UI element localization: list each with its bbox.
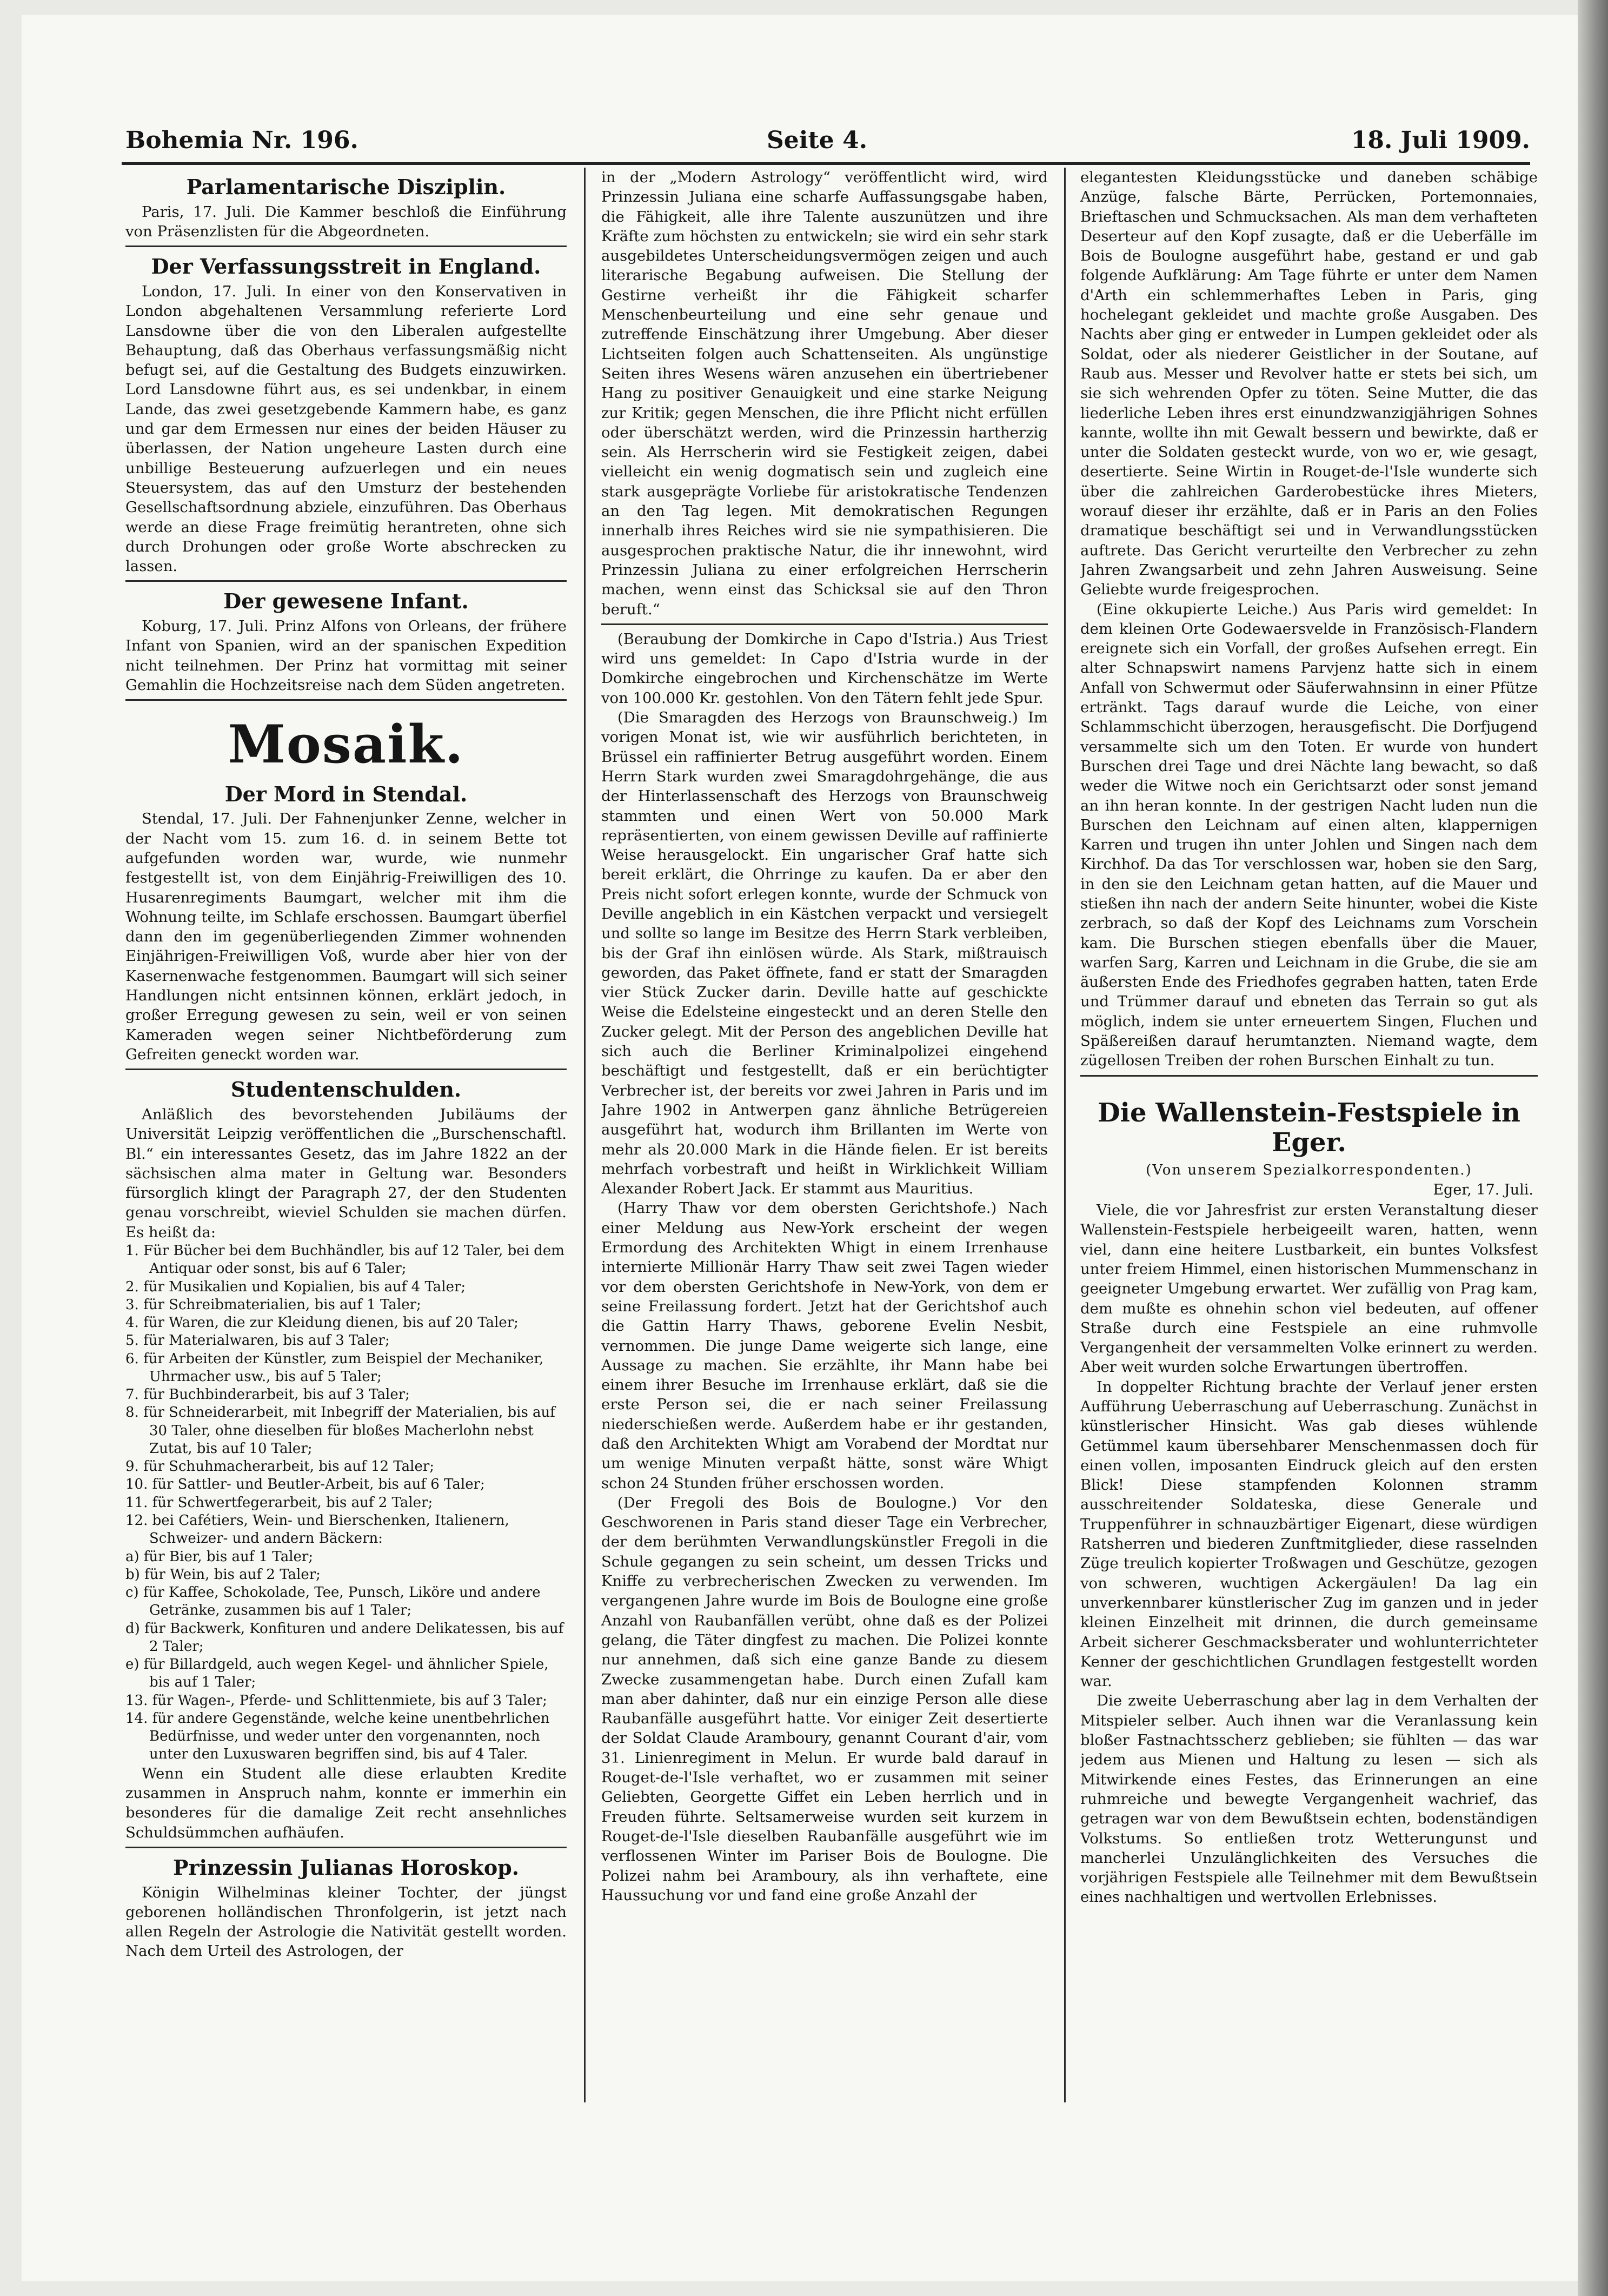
article-capo-distria: (Beraubung der Domkirche in Capo d'Istria.) Aus Triest wird uns gemeldet: In Capo d'Istria wurde in der Domkirche eingebrochen und Kirchenschätze im Werte von 100.000 Kr. gestohlen. Von den Tätern fehlt jede Spur.: [601, 630, 1048, 707]
article-horoscope-continued: in der „Modern Astrology“ veröffentlicht wird, wird Prinzessin Juliana eine scharfe Auffassungsgabe haben, die Fähigkeit, alle ihre Talente auszunützen und ihre Kräfte zum höchsten zu entwickeln; sie wird ein sehr stark ausgebildetes Unterscheidungsvermögen zeigen und auch literarische Begabung aufweisen. Die Stellung der Gestirne verheißt ihr die Fähigkeit scharfer Menschenbeurteilung und eine sehr genaue und zutreffende Einschätzung ihrer Umgebung. Aber dieser Lichtseiten folgen auch Schattenseiten. Als ungünstige Seiten ihres Wesens wären anzusehen ein übertriebener Hang zu positiver Genauigkeit und eine starke Neigung zur Kritik; gegen Menschen, die ihre Pflicht nicht erfüllen oder überschätzt werden, wird die Prinzessin hartherzig sein. Als Herrscherin wird sie Festigkeit zeigen, dabei vielleicht ein wenig dogmatisch sein und zugleich eine stark ausgeprägte Vorliebe für aristokratische Tendenzen an den Tag legen. Mit demokratischen Regungen innerhalb ihres Reiches wird sie nie sympathisieren. Die ausgesprochen praktische Natur, die ihr innewohnt, wird Prinzessin Juliana zu einer erfolgreichen Herrscherin machen, wenn einst das Schicksal sie auf den Thron beruft.“: [601, 169, 1048, 618]
article-paris: Paris, 17. Juli. Die Kammer beschloß die Einführung von Präsenzlisten für die Abgeordneten.: [125, 203, 567, 240]
headline-student-debts: Studentenschulden.: [230, 1077, 462, 1102]
column-divider-2: [1064, 168, 1066, 2102]
article-fregoli: (Der Fregoli des Bois de Boulogne.) Vor den Geschworenen in Paris stand dieser Tage ein Verbrecher, der dem berühmten Verwandlungskünstler Fregoli in die Schule gegangen zu sein scheint, um dessen Tricks und Kniffe zu verbrecherischen Zwecken zu verwenden. Im vergangenen Jahre wurde im Bois de Boulogne eine große Anzahl von Raubanfällen verübt, ohne daß es der Polizei gelang, die Täter dingfest zu machen. Die Polizei konnte nur annehmen, daß sich eine ganze Bande zu diesem Zwecke zusammengetan habe. Durch einen Zufall kam man aber dahinter, daß nur ein einzige Person alle diese Raubanfälle ausgeführt hatte. Vor einiger Zeit desertierte der Soldat Claude Aramboury, genannt Courant d'air, vom 31. Linienregiment in Melun. Er wurde bald darauf in Rouget-de-l'Isle verhaftet, wo er zusammen mit seiner Geliebten, Georgette Giffet ein Leben herrlich und in Freuden führte. Seltsamerweise wurden seit kurzem in Rouget-de-l'Isle dieselben Raubanfälle ausgeführt wie im verflossenen Winter im Pariser Bois de Boulogne. Die Polizei nahm bei Aramboury, als ihn verhaftete, eine Haussuchung vor und fand eine große Anzahl der: [601, 1494, 1048, 1904]
list-item: 8. für Schneiderarbeit, mit Inbegriff der Materialien, bis auf 30 Taler, ohne dieselben für bloßes Macherlohn nebst Zutat, bis auf 10 Taler;: [125, 1404, 555, 1457]
article-harry-thaw: (Harry Thaw vor dem obersten Gerichtshofe.) Nach einer Meldung aus New-York erscheint der wegen Ermordung des Architekten Whigt in einem Irrenhause internierte Millionär Harry Thaw seit zwei Tagen wieder vor dem obersten Gerichtshofe in New-York, von dem er seine Freilassung fordert. Jetzt hat der Gerichtshof auch die Gattin Harry Thaws, geborene Evelin Nesbit, vernommen. Die junge Dame weigerte sich lange, eine Aussage zu machen. Sie erzählte, ihr Mann habe bei einem ihrer Besuche im Irrenhause erklärt, daß sie die erste Person sei, die er nach seiner Freilassung niederschießen werde. Außerdem habe er ihr gestanden, daß den Architekten Whigt am Vorabend der Mordtat nur um wenige Minuten verpaßt hätte, sonst wäre Whigt schon 24 Stunden früher erschossen worden.: [601, 1199, 1048, 1492]
section-title-mosaik: Mosaik.: [228, 714, 464, 775]
correspondent-note: (Von unserem Spezialkorrespondenten.): [1146, 1162, 1472, 1179]
list-item: 6. für Arbeiten der Künstler, zum Beispiel der Mechaniker, Uhrmacher usw., bis auf 5 Taler;: [125, 1350, 544, 1385]
column-2: [601, 168, 1048, 2118]
list-item: 2. für Musikalien und Kopialien, bis auf 4 Taler;: [125, 1278, 466, 1295]
article-london: London, 17. Juli. In einer von den Konservativen in London abgehaltenen Versammlung referierte Lord Lansdowne über die von den Liberalen aufgestellte Behauptung, daß das Oberhaus verfassungsmäßig nicht befugt sei, auf die Gestaltung des Budgets einzuwirken. Lord Lansdowne führt aus, es sei undenkbar, in einem Lande, das zwei gesetzgebende Kammern habe, es ganz und gar dem Ermessen nur eines der beiden Häuser zu überlassen, der Nation ungeheure Lasten durch eine unbillige Besteuerung aufzuerlegen und ein neues Steuersystem, das auf den Umsturz der bestehenden Gesellschaftsordnung abziele, einzuführen. Das Oberhaus werde an diese Frage freimütig herantreten, ohne sich durch Drohungen oder große Worte abschrecken zu lassen.: [125, 282, 567, 575]
scan-edge-shadow: [1578, 0, 1608, 2296]
header-rule: [122, 162, 1530, 165]
list-item: 11. für Schwertfegerarbeit, bis auf 2 Taler;: [125, 1494, 433, 1511]
article-student-debts: Anläßlich des bevorstehenden Jubiläums der Universität Leipzig veröffentlichen die „Burschenschaftl. Bl.“ ein interessantes Gesetz, das im Jahre 1822 an der sächsischen alma mater in Geltung war. Besonders fürsorglich klingt der Paragraph 27, der den Studenten genau vorschreibt, wieviel Schulden sie machen dürfen. Es heißt da:: [125, 1105, 567, 1241]
headline-constitution-dispute: Der Verfassungsstreit in England.: [151, 254, 541, 279]
issue-date: 18. Juli 1909.: [1351, 127, 1530, 154]
headline-parliament-discipline: Parlamentarische Disziplin.: [186, 175, 506, 199]
divider: [125, 245, 567, 247]
article-festival-1: Viele, die vor Jahresfrist zur ersten Veranstaltung dieser Wallenstein-Festspiele herbeigeeilt waren, hatten, wenn viel, dann eine heitere Lustbarkeit, ein buntes Volksfest unter freiem Himmel, einen historischen Mummenschanz in geeigneter Umgebung erwartet. Wer zufällig von Prag kam, dem mußte es ohnehin schon viel bedeuten, auf offener Straße durch eine Festspiele an eine ruhmvolle Vergangenheit der versammelten Volke erinnert zu werden. Aber weit wurden solche Erwartungen übertroffen.: [1080, 1202, 1538, 1376]
divider: [125, 1069, 567, 1070]
list-item: 13. für Wagen-, Pferde- und Schlittenmiete, bis auf 3 Taler;: [125, 1692, 547, 1709]
list-item: d) für Backwerk, Konfituren und andere Delikatessen, bis auf 2 Taler;: [125, 1620, 564, 1655]
publication-number: Bohemia Nr. 196.: [125, 127, 358, 154]
page-number: Seite 4.: [767, 127, 868, 154]
article-stendal: Stendal, 17. Juli. Der Fahnenjunker Zenne, welcher in der Nacht vom 15. zum 16. d. in seinem Bette tot aufgefunden worden war, wurde, wie nunmehr festgestellt ist, von dem Einjährig-Freiwilligen des 10. Husarenregiments Baumgart, welcher mit ihm die Wohnung teilte, im Schlafe erschossen. Baumgart überfiel dann den im gegenüberliegenden Zimmer wohnenden Einjährigen-Freiwilligen Voß, wurde aber hier von der Kasernenwache festgenommen. Baumgart will sich seiner Handlungen nicht entsinnen können, erklärt jedoch, in großer Erregung gewesen zu sein, weil er von seinen Kameraden wegen seiner Nichtbeförderung zum Gefreiten geneckt worden war.: [125, 810, 567, 1063]
list-item: 12. bei Cafétiers, Wein- und Bierschenken, Italienern, Schweizer- und andern Bäckern:: [125, 1512, 509, 1547]
list-item: 4. für Waren, die zur Kleidung dienen, bis auf 20 Taler;: [125, 1315, 519, 1331]
headline-murder-stendal: Der Mord in Stendal.: [224, 781, 468, 806]
article-horoscope: Königin Wilhelminas kleiner Tochter, der jüngst geborenen holländischen Thronfolgerin, ist jetzt nach allen Regeln der Astrologie die Nativität gestellt worden. Nach dem Urteil des Astrologen, der: [125, 1883, 567, 1960]
article-fregoli-continued: elegantesten Kleidungsstücke und daneben schäbige Anzüge, falsche Bärte, Perrücken, Portemonnaies, Brieftaschen und Schmucksachen. Als man dem verhafteten Deserteur auf den Kopf zusagte, daß er die Ueberfälle im Bois de Boulogne ausgeführt habe, gestand er und gab folgende Aufklärung: Am Tage führte er unter dem Namen d'Arth ein schlemmerhaftes Leben in Paris, ging hochelegant gekleidet und machte große Ausgaben. Des Nachts aber ging er entweder in Lumpen gekleidet oder als Soldat, oder als niederer Geistlicher in der Soutane, auf Raub aus. Messer und Revolver hatte er stets bei sich, um sie sich wehrenden Opfer zu töten. Seine Mutter, die das liederliche Leben ihres erst einundzwanzigjährigen Sohnes kannte, wollte ihn mit Gewalt bessern und bewirkte, daß er unter die Soldaten gesteckt wurde, von wo er, wie gesagt, desertierte. Seine Wirtin in Rouget-de-l'Isle wunderte sich über die zahlreichen Garderobestücke ihres Mieters, worauf dieser ihr erzählte, daß er in Paris an den Folies dramatique beschäftigt sei und in Verwandlungsstücken auftrete. Das Gericht verurteilte den Verbrecher zu zehn Jahren Zwangsarbeit und zehn Jahren Ausweisung. Seine Geliebte wurde freigesprochen.: [1080, 169, 1538, 599]
divider: [1080, 1075, 1538, 1077]
list-item: 9. für Schuhmacherarbeit, bis auf 12 Taler;: [125, 1458, 435, 1475]
divider: [125, 580, 567, 582]
headline-juliana-horoscope: Prinzessin Julianas Horoskop.: [173, 1855, 519, 1880]
list-item: e) für Billardgeld, auch wegen Kegel- und ähnlicher Spiele, bis auf 1 Taler;: [125, 1656, 549, 1691]
headline-wallenstein-festival: Die Wallenstein-Festspiele in Eger.: [1098, 1097, 1520, 1158]
divider: [125, 699, 567, 701]
list-item: 14. für andere Gegenstände, welche keine unentbehrlichen Bedürfnisse, und weder unter den vorgenannten, noch unter den Luxuswaren begriffen sind, bis auf 4 Taler.: [125, 1710, 550, 1763]
list-item: b) für Wein, bis auf 2 Taler;: [125, 1566, 321, 1583]
divider: [601, 623, 1048, 625]
article-festival-3: Die zweite Ueberraschung aber lag in dem Verhalten der Mitspieler selber. Auch ihnen war die Veranlassung kein bloßer Fastnachtsscherz geblieben; sie fühlten — das war jedem aus Mienen und Haltung zu lesen — sich als Mitwirkende eines Festes, das Erinnerungen an eine ruhmreiche und bewegte Vergangenheit wachrief, das getragen war von dem Bewußtsein echten, bodenständigen Volkstums. So entließen trotz Wetterungunst und mancherlei Unzulänglichkeiten des Versuches die vorjährigen Festspiele alle Teilnehmer mit dem Bewußtsein eines nachhaltigen und wertvollen Erlebnisses.: [1080, 1692, 1538, 1906]
page-header: [125, 123, 1530, 158]
article-emeralds: (Die Smaragden des Herzogs von Braunschweig.) Im vorigen Monat ist, wie wir ausführlich berichteten, in Brüssel ein raffinierter Betrug ausgeführt worden. Einem Herrn Stark wurden zwei Smaragdohrgehänge, die aus der Hinterlassenschaft des Herzogs von Braunschweig stammten und einen Wert von 50.000 Mark repräsentierten, von einem gewissen Deville auf raffinierte Weise herausgelockt. Ein ungarischer Graf hatte sich bereit erklärt, die Ohrringe zu kaufen. Da er aber den Preis nicht sofort erlegen konnte, wurde der Schmuck von Deville angeblich in ein Kästchen verpackt und versiegelt und sollte so lange im Besitze des Herrn Stark verbleiben, bis der Graf ihn einlösen würde. Als Stark, mißtrauisch geworden, das Paket öffnete, fand er statt der Smaragden vier Stück Zucker darin. Deville hatte auf geschickte Weise die Edelsteine eingesteckt und an deren Stelle den Zucker gelegt. Mit der Person des angeblichen Deville hat sich auch die Berliner Kriminalpolizei eingehend beschäftigt und festgestellt, daß er ein berüchtigter Verbrecher ist, der bereits vor zwei Jahren in Paris und im Jahre 1902 in Antwerpen ganz ähnliche Betrügereien ausgeführt hat, wodurch ihm Brillanten im Werte von mehr als 20.000 Mark in die Hände fielen. Er ist bereits mehrfach vorbestraft und heißt in Wirklichkeit William Alexander Robert Jack. Er stammt aus Mauritius.: [601, 709, 1048, 1198]
column-1: [125, 168, 567, 2118]
article-student-debts-end: Wenn ein Student alle diese erlaubten Kredite zusammen in Anspruch nahm, konnte er immerhin ein besonderes für die damalige Zeit recht ansehnliches Schuldsümmchen aufhäufen.: [125, 1764, 567, 1841]
list-item: c) für Kaffee, Schokolade, Tee, Punsch, Liköre und andere Getränke, zusammen bis auf 1 Taler;: [125, 1584, 541, 1619]
column-3: [1080, 168, 1538, 2118]
list-item: 5. für Materialwaren, bis auf 3 Taler;: [125, 1332, 390, 1349]
list-item: 7. für Buchbinderarbeit, bis auf 3 Taler;: [125, 1386, 410, 1403]
list-item: 10. für Sattler- und Beutler-Arbeit, bis auf 6 Taler;: [125, 1476, 485, 1493]
debt-list: [125, 1242, 567, 1764]
dateline-eger: Eger, 17. Juli.: [1433, 1182, 1533, 1199]
list-item: a) für Bier, bis auf 1 Taler;: [125, 1548, 314, 1565]
divider: [125, 1847, 567, 1848]
column-divider-1: [584, 168, 586, 2102]
headline-former-infant: Der gewesene Infant.: [223, 589, 469, 614]
list-item: 3. für Schreibmaterialien, bis auf 1 Taler;: [125, 1296, 421, 1313]
article-occupied-corpse: (Eine okkupierte Leiche.) Aus Paris wird gemeldet: In dem kleinen Orte Godewaersvelde in Französisch-Flandern ereignete sich ein Vorfall, der großes Aufsehen erregt. Ein alter Schnapswirt namens Parvjenz hatte sich in einem Anfall von Schwermut oder Säuferwahnsinn in einer Pfütze ertränkt. Tags darauf wurde die Leiche, von einer Schlammschicht überzogen, herausgefischt. Die Dorfjugend versammelte sich um den Toten. Er wurde von hundert Burschen drei Tage und drei Nächte lang bewacht, so daß weder die Witwe noch ein Gerichtsarzt oder sonst jemand an ihn heran konnte. In der gestrigen Nacht luden nun die Burschen den Leichnam auf einen alten, klappernigen Karren und trugen ihn unter Johlen und Singen nach dem Kirchhof. Da das Tor verschlossen war, hoben sie den Sarg, in den sie den Leichnam getan hatten, auf die Mauer und stießen ihn nach der andern Seite hinunter, wobei die Kiste zerbrach, so daß der Kopf des Leichnams zum Vorschein kam. Die Burschen stiegen ebenfalls über die Mauer, warfen Sarg, Karren und Leichnam in die Grube, die sie am äußersten Ende des Friedhofes gegraben hatten, taten Erde und Trümmer darauf und ebneten das Terrain so gut als möglich, indem sie unter erneuertem Singen, Fluchen und Späßereißen darauf herumtanzten. Niemand wagte, dem zügellosen Treiben der rohen Burschen Einhalt zu tun.: [1080, 600, 1538, 1070]
article-festival-2: In doppelter Richtung brachte der Verlauf jener ersten Aufführung Ueberraschung auf Ueberraschung. Zunächst in künstlerischer Hinsicht. Was gab dieses wühlende Getümmel kaum übersehbarer Menschenmassen doch für einen vollen, imposanten Eindruck gleich auf den ersten Blick! Diese stampfenden Kolonnen stramm ausschreitender Soldateska, diese Generale und Truppenführer in schnauzbärtiger Eigenart, diese würdigen Ratsherren und biederen Zunftmitglieder, diese rasselnden Züge treulich kopierter Troßwagen und Geschütze, gezogen von schweren, wuchtigen Ackergäulen! Da lag ein unverkennbarer künstlerischer Zug im ganzen und in jeder kleinen Einzelheit mit drinnen, die durch gemeinsame Arbeit sicherer Geschmacksberater und wohlunterrichteter Kenner der geschichtlichen Grundlagen festgestellt worden war.: [1080, 1378, 1538, 1690]
list-item: 1. Für Bücher bei dem Buchhändler, bis auf 12 Taler, bei dem Antiquar oder sonst, bis auf 6 Taler;: [125, 1243, 564, 1277]
article-koburg: Koburg, 17. Juli. Prinz Alfons von Orleans, der frühere Infant von Spanien, wird an der spanischen Expedition nicht teilnehmen. Der Prinz hat vormittag mit seiner Gemahlin die Hochzeitsreise nach dem Süden angetreten.: [125, 618, 567, 694]
